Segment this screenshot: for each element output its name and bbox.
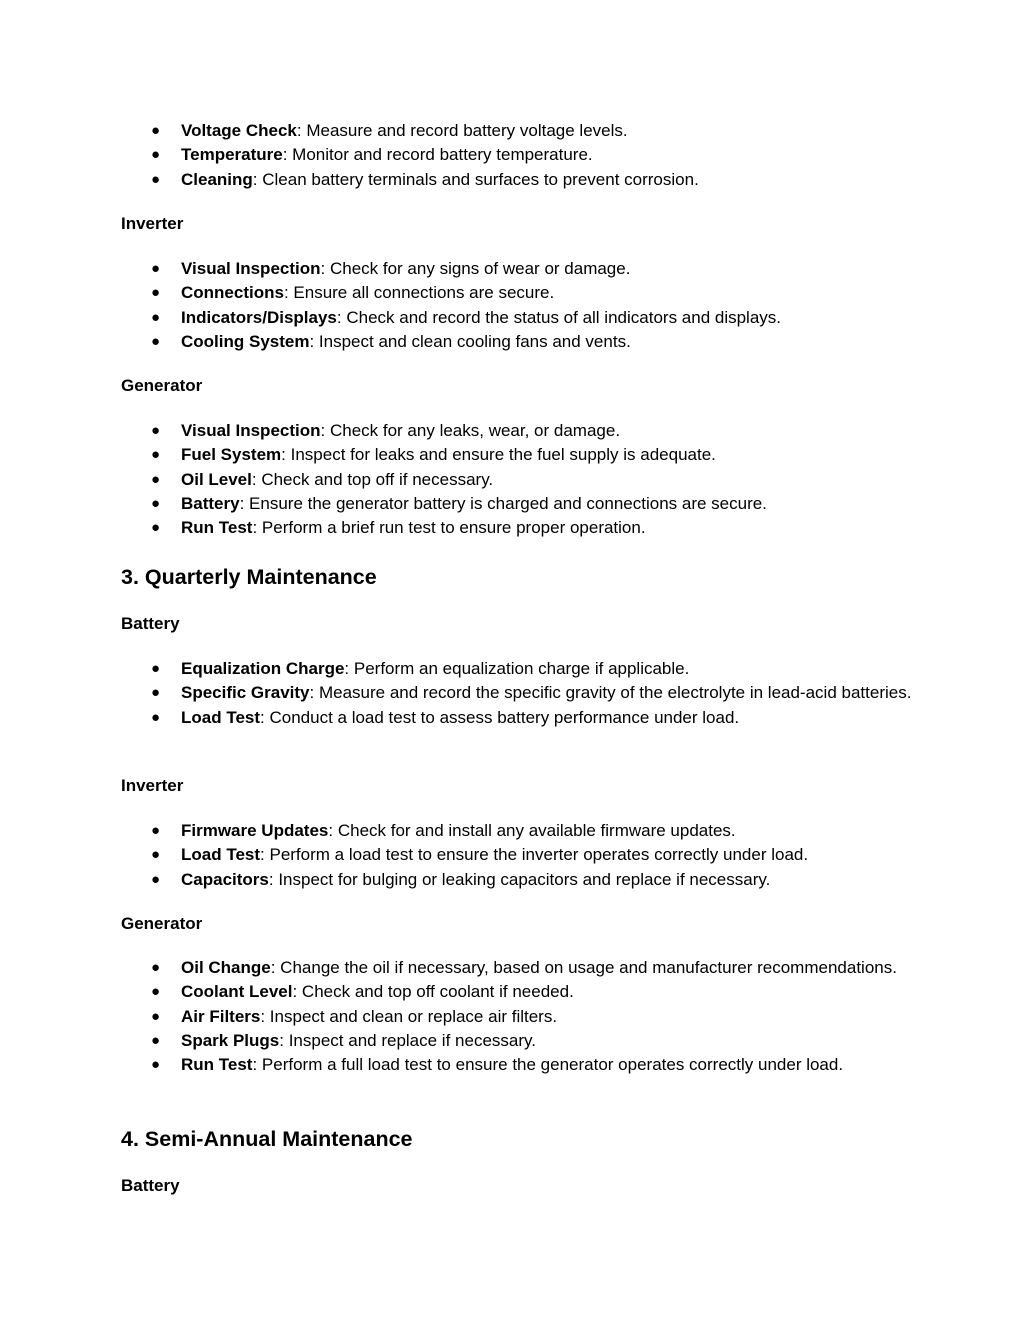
list-item [0,443,1024,467]
item-term: Temperature [181,145,283,165]
bullet-icon: ● [151,422,161,439]
list-item [0,330,1024,354]
item-text: : Check for and install any available firmware updates. [328,821,736,840]
item-term: Fuel System [181,445,282,465]
bullet-icon: ● [151,1031,161,1049]
list-item [0,980,1024,1004]
list-item [0,956,1024,980]
item-text: : Inspect for leaks and ensure the fuel supply is adequate. [281,445,716,465]
item-text: : Perform a brief run test to ensure proper operation. [252,518,646,538]
list-item [0,1029,1024,1053]
item-text: : Inspect for bulging or leaking capacitors and replace if necessary. [268,869,771,889]
list-item [0,706,1024,730]
bullet-icon: ● [151,446,161,464]
item-term: Specific Gravity [181,683,310,703]
subheading-inverter: Inverter [121,776,184,795]
list-item [0,257,1024,281]
bullet-icon: ● [151,1056,161,1074]
bullet-icon: ● [151,332,161,350]
item-term: Coolant Level [181,982,293,1002]
bullet-icon: ● [151,122,161,139]
list-item [0,492,1024,516]
list-item [0,657,1024,681]
list-item [0,143,1024,167]
inverter-list [0,257,1024,354]
list-item [0,281,1024,305]
generator-list [0,419,1024,540]
bullet-icon: ● [151,684,161,702]
item-term: Indicators/Displays [181,307,337,327]
bullet-icon: ● [151,822,161,839]
subheading-generator: Generator [121,914,203,933]
item-text: : Inspect and clean or replace air filters. [260,1006,558,1026]
item-term: Equalization Charge [181,659,345,678]
item-text: : Measure and record battery voltage levels. [296,121,628,140]
item-term: Oil Level [181,469,252,489]
subheading-battery: Battery [121,1176,180,1195]
bullet-icon: ● [151,494,161,512]
item-text: : Conduct a load test to assess battery performance under load. [260,707,740,727]
item-term: Firmware Updates [181,821,329,840]
list-item [0,168,1024,192]
item-term: Visual Inspection [181,259,321,278]
item-text: : Check for any signs of wear or damage. [320,259,631,278]
item-term: Connections [181,283,284,303]
quarterly-generator-list [0,956,1024,1077]
bullet-icon: ● [151,519,161,537]
item-text: : Check for any leaks, wear, or damage. [320,421,621,440]
item-term: Capacitors [181,869,269,889]
list-item [0,1053,1024,1077]
bullet-icon: ● [151,308,161,326]
section-heading-quarterly: 3. Quarterly Maintenance [121,565,377,589]
item-text: : Monitor and record battery temperature. [282,145,593,165]
list-item [0,419,1024,443]
quarterly-battery-list [0,657,1024,730]
list-item [0,516,1024,540]
list-item [0,119,1024,143]
item-term: Cooling System [181,331,310,351]
item-term: Visual Inspection [181,421,321,440]
bullet-icon: ● [151,959,161,976]
list-item [0,306,1024,330]
item-text: : Change the oil if necessary, based on usage and manufacturer recommendations. [270,958,897,977]
battery-daily-list [0,119,1024,192]
subheading-battery: Battery [121,614,180,633]
subheading-generator: Generator [121,376,203,395]
item-term: Voltage Check [181,121,297,140]
item-text: : Perform a full load test to ensure the generator operates correctly under load. [252,1055,844,1075]
list-item [0,1005,1024,1029]
bullet-icon: ● [151,260,161,277]
bullet-icon: ● [151,660,161,677]
item-term: Run Test [181,1055,253,1075]
item-text: : Check and top off if necessary. [251,469,494,489]
bullet-icon: ● [151,983,161,1001]
list-item [0,819,1024,843]
item-text: : Clean battery terminals and surfaces to prevent corrosion. [252,169,699,189]
subheading-inverter: Inverter [121,214,184,233]
item-text: : Check and record the status of all indicators and displays. [336,307,782,327]
bullet-icon: ● [151,170,161,188]
bullet-icon: ● [151,470,161,488]
bullet-icon: ● [151,846,161,864]
list-item [0,468,1024,492]
item-text: : Perform an equalization charge if applicable. [344,659,690,678]
item-term: Load Test [181,845,261,865]
item-text: : Ensure all connections are secure. [283,283,555,303]
bullet-icon: ● [151,708,161,726]
bullet-icon: ● [151,146,161,164]
bullet-icon: ● [151,870,161,888]
item-text: : Perform a load test to ensure the inverter operates correctly under load. [260,845,809,865]
item-text: : Inspect and clean cooling fans and vents. [309,331,631,351]
item-term: Oil Change [181,958,271,977]
item-term: Load Test [181,707,261,727]
bullet-icon: ● [151,284,161,302]
item-term: Battery [181,493,240,513]
item-term: Cleaning [181,169,253,189]
section-heading-semi-annual: 4. Semi-Annual Maintenance [121,1127,413,1151]
bullet-icon: ● [151,1007,161,1025]
item-text: : Inspect and replace if necessary. [279,1030,536,1050]
list-item [0,681,1024,705]
item-text: : Measure and record the specific gravity of the electrolyte in lead-acid batteries. [309,683,912,703]
list-item [0,868,1024,892]
item-text: : Ensure the generator battery is charged and connections are secure. [239,493,767,513]
item-term: Air Filters [181,1006,261,1026]
item-term: Run Test [181,518,253,538]
item-term: Spark Plugs [181,1030,280,1050]
item-text: : Check and top off coolant if needed. [292,982,574,1002]
list-item [0,843,1024,867]
quarterly-inverter-list [0,819,1024,892]
